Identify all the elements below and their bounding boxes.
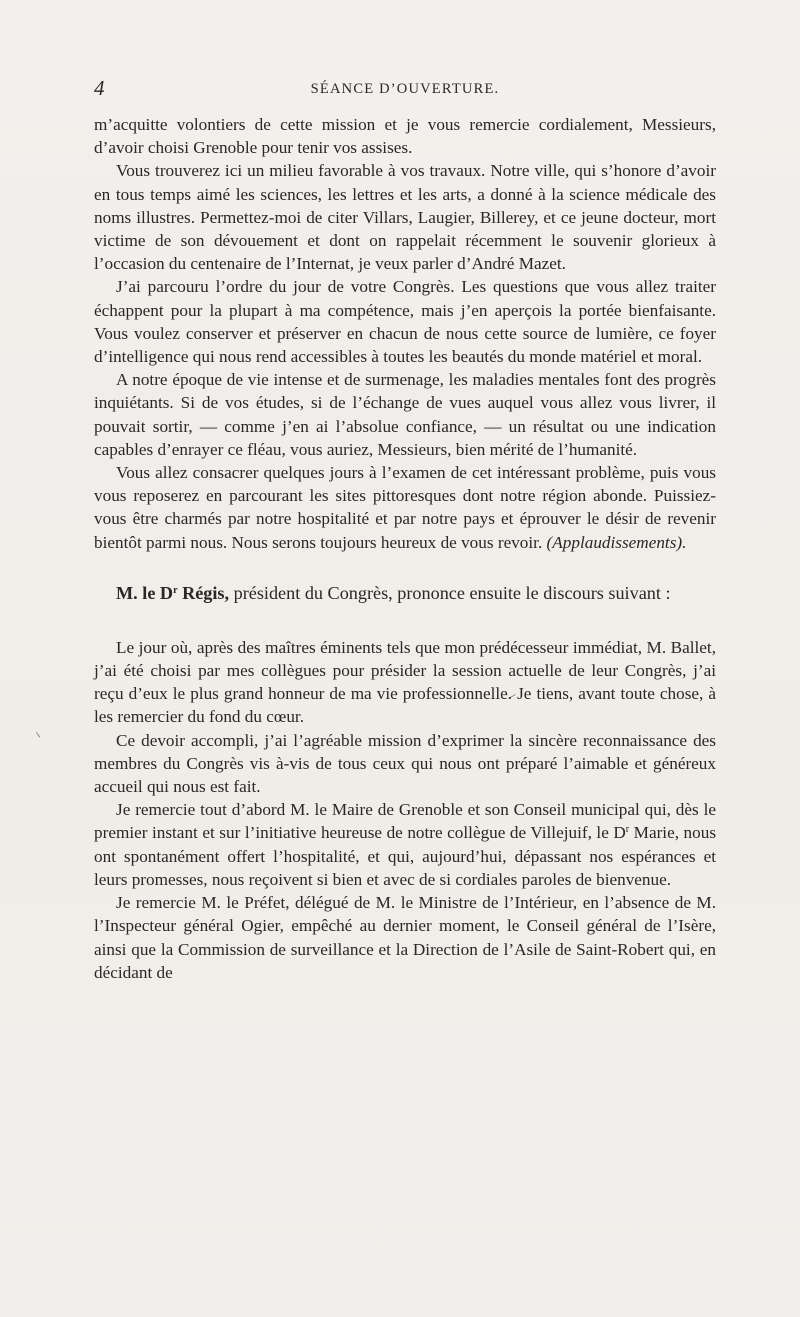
- paragraph-text: A notre époque de vie intense et de surmenage, les maladies mentales font des progrès inquiétants. Si de vos études, si de l’échange de vues auquel vous allez vous livrer, il pouvait sortir, — comme j’en ai l’absolue confiance, — un résultat ou une indication capables d’enrayer ce fléau, vous auriez, Messieurs, bien mérité de l’humanité.: [94, 370, 716, 459]
- applause-note: (Applaudissements).: [546, 532, 687, 552]
- paragraph: [94, 159, 716, 275]
- paragraph: [94, 368, 716, 461]
- paragraph: [94, 636, 716, 729]
- page-number: 4: [94, 76, 105, 100]
- paragraph-text: Je remercie M. le Préfet, délégué de M. le Ministre de l’Intérieur, en l’absence de M. l’Inspecteur général Ogier, empêché au dernier moment, le Conseil général de l’Isère, ainsi que la Commission de surveillance et la Direction de l’Asile de Saint-Robert qui, en décidant de: [94, 893, 716, 982]
- page-header: [94, 78, 716, 104]
- paragraph: [94, 275, 716, 368]
- paragraph-text: Vous trouverez ici un milieu favorable à vos travaux. Notre ville, qui s’honore d’avoir en tous temps aimé les sciences, les lettres et les arts, a donné à la science médicale des noms illustres. Permettez-moi de citer Villars, Laugier, Billerey, et ce jeune docteur, mort victime de son dévouement et dont on rappelait récemment le souvenir glorieux à l’occasion du centenaire de l’Internat, je veux parler d’André Mazet.: [94, 161, 716, 274]
- paragraph: [94, 891, 716, 984]
- speaker-title: [116, 583, 229, 603]
- paragraph: [94, 798, 716, 891]
- paragraph-text: Je remercie tout d’abord M. le Maire de Grenoble et son Conseil municipal qui, dès le premier instant et sur l’initiative heureuse de notre collègue de Villejuif, le D: [94, 800, 716, 843]
- paragraph: [94, 113, 716, 159]
- superscript: r: [625, 824, 630, 836]
- paragraph-text: J’ai parcouru l’ordre du jour de votre Congrès. Les questions que vous allez traiter échappent pour la plupart à ma compétence, mais j’en aperçois la portée bienfaisante. Vous voulez conserver et préserver en chacun de nous cette source de lumière, ce foyer d’intelligence qui nous rend accessibles à toutes les beautés du monde matériel et moral.: [94, 277, 716, 367]
- paragraph-text: Ce devoir accompli, j’ai l’agréable mission d’exprimer la sincère reconnaissance des membres du Congrès vis à-vis de tous ceux qui nous ont préparé l’aimable et généreux accueil qui nous est fait.: [94, 730, 716, 797]
- speaker-prefix: M. le D: [116, 582, 174, 603]
- speaker-introduction: [94, 581, 716, 606]
- paragraph: [94, 461, 716, 554]
- print-speck: [36, 729, 45, 738]
- paragraph-text: m’acquitte volontiers de cette mission et je vous remercie cordialement, Messieurs, d’avoir choisi Grenoble pour tenir vos assises.: [94, 115, 716, 158]
- speaker-rest: président du Congrès, prononce ensuite le discours suivant :: [229, 582, 671, 603]
- body-text: [94, 113, 716, 984]
- paragraph-text: Vous allez consacrer quelques jours à l’examen de cet intéressant problème, puis vous vous reposerez en parcourant les sites pittoresques dont notre région abonde. Puissiez-vous être charmés par notre hospitalité et par notre pays et éprouver le désir de revenir bientôt parmi nous. Nous serons toujours heureux de vous revoir.: [94, 463, 716, 552]
- speaker-name: Régis,: [177, 582, 230, 603]
- paragraph: [94, 729, 716, 799]
- superscript: r: [173, 584, 178, 596]
- paragraph-text: Marie, nous ont spontanément offert l’hospitalité, et qui, aujourd’hui, dépassant nos espérances et leurs promesses, nous reçoivent si bien et avec de si cordiales paroles de bienvenue.: [94, 823, 717, 889]
- running-title: SÉANCE D’OUVERTURE.: [310, 81, 500, 97]
- paragraph-text: Le jour où, après des maîtres éminents tels que mon prédécesseur immédiat, M. Ballet, j’ai été choisi par mes collègues pour présider la session actuelle de leur Congrès, j’ai reçu d’eux le plus grand honneur de ma vie professionnelle. Je tiens, avant toute chose, à les remercier du fond du cœur.: [94, 637, 716, 727]
